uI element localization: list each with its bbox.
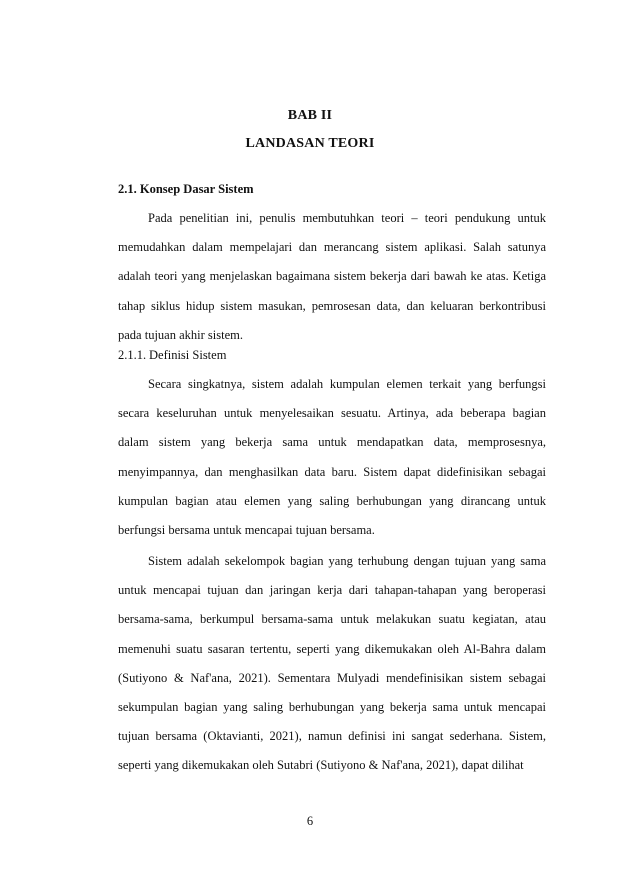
- chapter-title: LANDASAN TEORI: [245, 136, 375, 151]
- section-heading: 2.1. Konsep Dasar Sistem: [118, 182, 254, 196]
- paragraph-text: Secara singkatnya, sistem adalah kumpulan elemen terkait yang berfungsi secara keseluruhan untuk menyelesaikan sesuatu. Artinya, ada beberapa bagian dalam sistem yang bekerja sama untuk mendapatkan data, memprosesnya, menyimpannya, dan menghasilkan data baru. Sistem dapat didefinisikan sebagai kumpulan bagian atau elemen yang saling berhubungan yang dirancang untuk berfungsi bersama untuk mencapai tujuan bersama.: [118, 377, 546, 538]
- chapter-number: BAB II: [287, 108, 333, 123]
- subsection-title: Definisi Sistem: [149, 348, 227, 362]
- subsection-heading: [118, 348, 226, 363]
- page-number: 6: [306, 814, 314, 828]
- section-paragraph: [118, 204, 546, 350]
- paragraph-text: Pada penelitian ini, penulis membutuhkan teori – teori pendukung untuk memudahkan dalam mempelajari dan merancang sistem aplikasi. Salah satunya adalah teori yang menjelaskan bagaimana sistem bekerja dari bawah ke atas. Ketiga tahap siklus hidup sistem masukan, pemrosesan data, dan keluaran berkontribusi pada tujuan akhir sistem.: [118, 211, 546, 342]
- paragraph-text: Sistem adalah sekelompok bagian yang terhubung dengan tujuan yang sama untuk mencapai tujuan dan jaringan kerja dari tahapan-tahapan yang beroperasi bersama-sama, berkumpul bersama-sama untuk melakukan suatu kegiatan, atau memenuhi suatu sasaran tertentu, seperti yang dikemukakan oleh Al-Bahra dalam (Sutiyono & Naf'ana, 2021). Sementara Mulyadi mendefinisikan sistem sebagai sekumpulan bagian yang saling berhubungan yang bekerja sama untuk mencapai tujuan bersama (Oktavianti, 2021), namun definisi ini sangat sederhana. Sistem, seperti yang dikemukakan oleh Sutabri (Sutiyono & Naf'ana, 2021), dapat dilihat: [118, 554, 546, 773]
- subsection-paragraph-1: [118, 370, 546, 545]
- subsection-paragraph-2: [118, 547, 546, 781]
- subsection-number: 2.1.1.: [118, 348, 147, 362]
